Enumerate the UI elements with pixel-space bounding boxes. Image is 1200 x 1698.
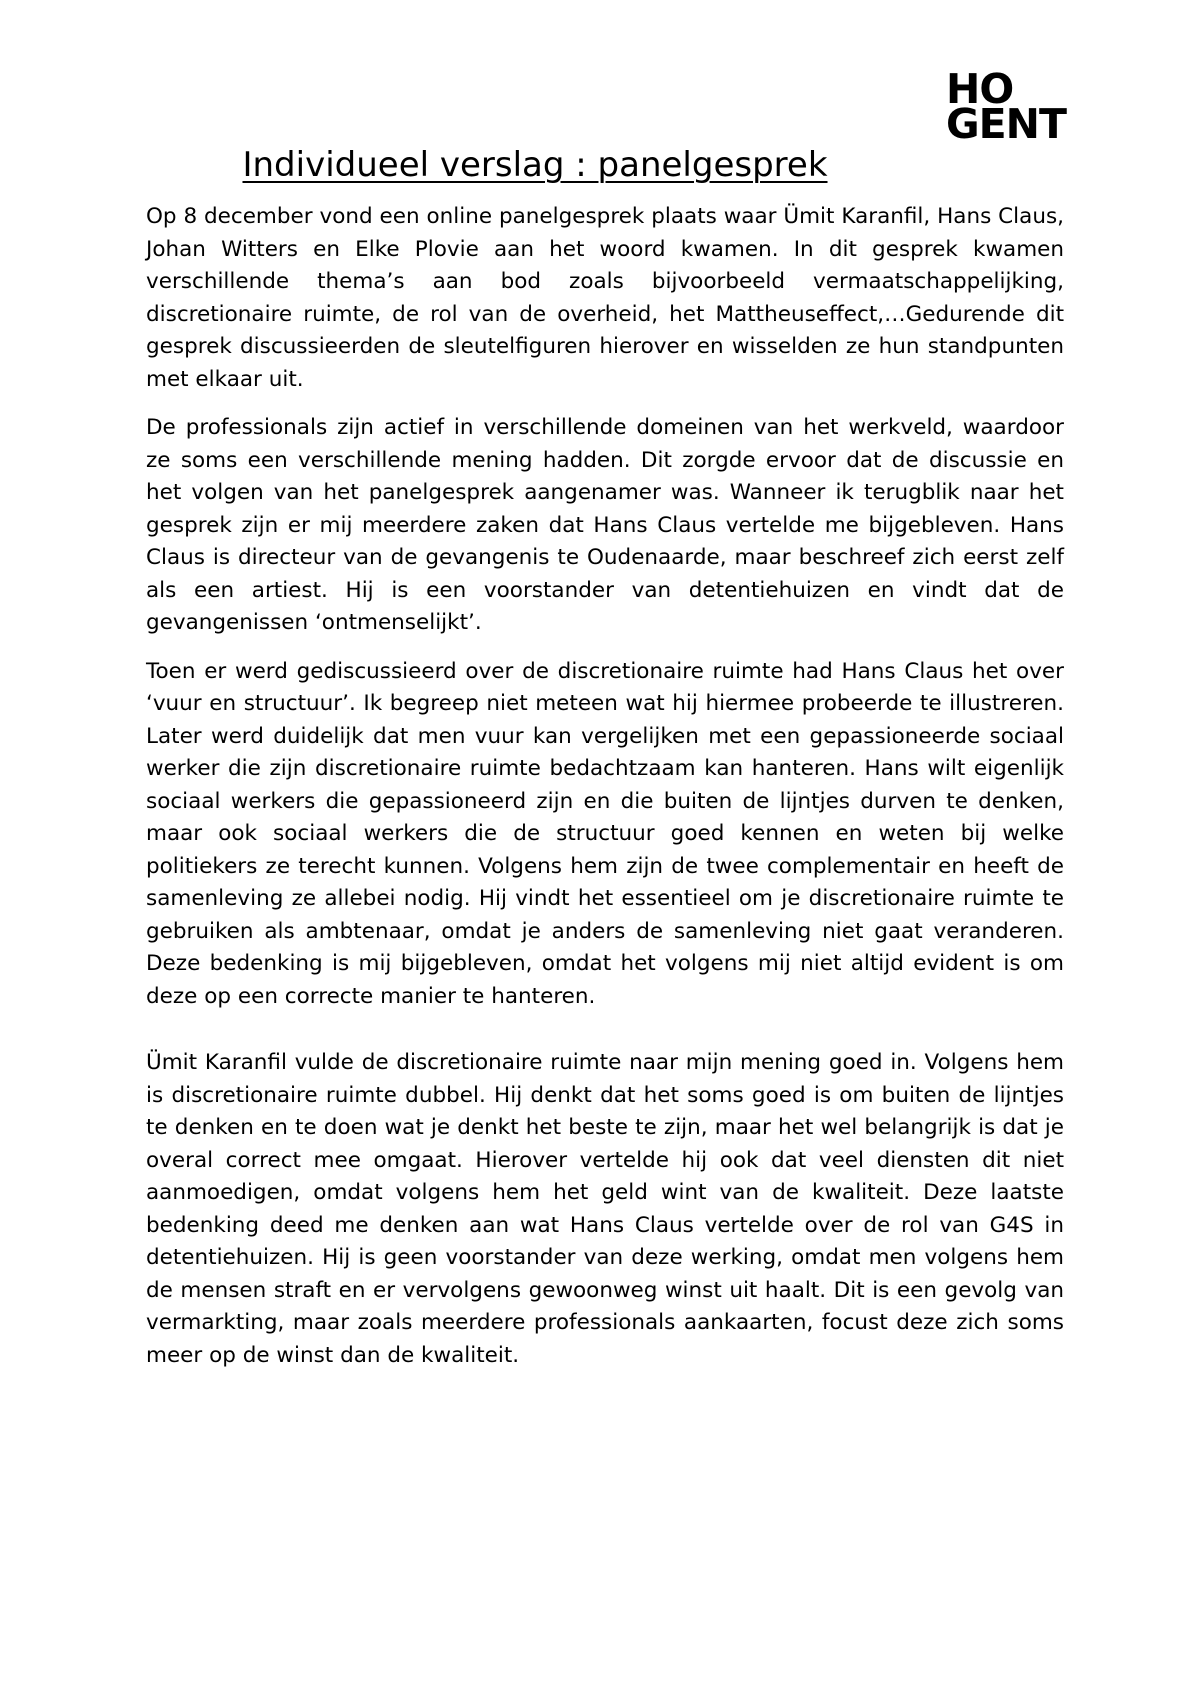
paragraph-4: Ümit Karanfil vulde de discretionaire ruimte naar mijn mening goed in. Volgens hem is discretionaire ruimte dubbel. Hij denkt dat het soms goed is om buiten de lijntjes te denken en te doen wat je denkt het beste te zijn, maar het wel belangrijk is dat je overal correct mee omgaat. Hierover vertelde hij ook dat veel diensten dit niet aanmoedigen, omdat volgens hem het geld wint van de kwaliteit. Deze laatste bedenking deed me denken aan wat Hans Claus vertelde over de rol van G4S in detentiehuizen. Hij is geen voorstander van deze werking, omdat men volgens hem de mensen straft en er vervolgens gewoonweg winst uit haalt. Dit is een gevolg van vermarkting, maar zoals meerdere professionals aankaarten, focust deze zich soms meer op de winst dan de kwaliteit. [146,1050,1064,1368]
logo-line-2: GENT [946,100,1066,148]
paragraph-3: Toen er werd gediscussieerd over de discretionaire ruimte had Hans Claus het over ‘vuur en structuur’. Ik begreep niet meteen wat hij hiermee probeerde te illustreren. Later werd duidelijk dat men vuur kan vergelijken met een gepassioneerde sociaal werker die zijn discretionaire ruimte bedachtzaam kan hanteren. Hans wilt eigenlijk sociaal werkers die gepassioneerd zijn en die buiten de lijntjes durven te denken, maar ook sociaal werkers die de structuur goed kennen en weten bij welke politiekers ze terecht kunnen. Volgens hem zijn de twee complementair en heeft de samenleving ze allebei nodig. Hij vindt het essentieel om je discretionaire ruimte te gebruiken als ambtenaar, omdat je anders de samenleving niet gaat veranderen. Deze bedenking is mij bijgebleven, omdat het volgens mij niet altijd evident is om deze op een correcte manier te hanteren. [146,658,1064,1009]
paragraph-2: De professionals zijn actief in verschillende domeinen van het werkveld, waardoor ze soms een verschillende mening hadden. Dit zorgde ervoor dat de discussie en het volgen van het panelgesprek aangenamer was. Wanneer ik terugblik naar het gesprek zijn er mij meerdere zaken dat Hans Claus vertelde me bijgebleven. Hans Claus is directeur van de gevangenis te Oudenaarde, maar beschreef zich eerst zelf als een artiest. Hij is een voorstander van detentiehuizen en vindt dat de gevangenissen ‘ontmenselijkt’. [146,415,1064,635]
document-body [146,201,1064,1388]
document-title: Individueel verslag : panelgesprek [242,145,828,185]
paragraph-1: Op 8 december vond een online panelgesprek plaats waar Ümit Karanfil, Hans Claus, Johan Witters en Elke Plovie aan het woord kwamen. In dit gesprek kwamen verschillende thema’s aan bod zoals bijvoorbeeld vermaatschappelijking, discretionaire ruimte, de rol van de overheid, het Mattheuseffect,…Gedurende dit gesprek discussieerden de sleutelfiguren hierover en wisselden ze hun standpunten met elkaar uit. [146,204,1064,392]
logo-line-1: HO [946,65,1014,113]
hogent-logo [946,65,1066,148]
